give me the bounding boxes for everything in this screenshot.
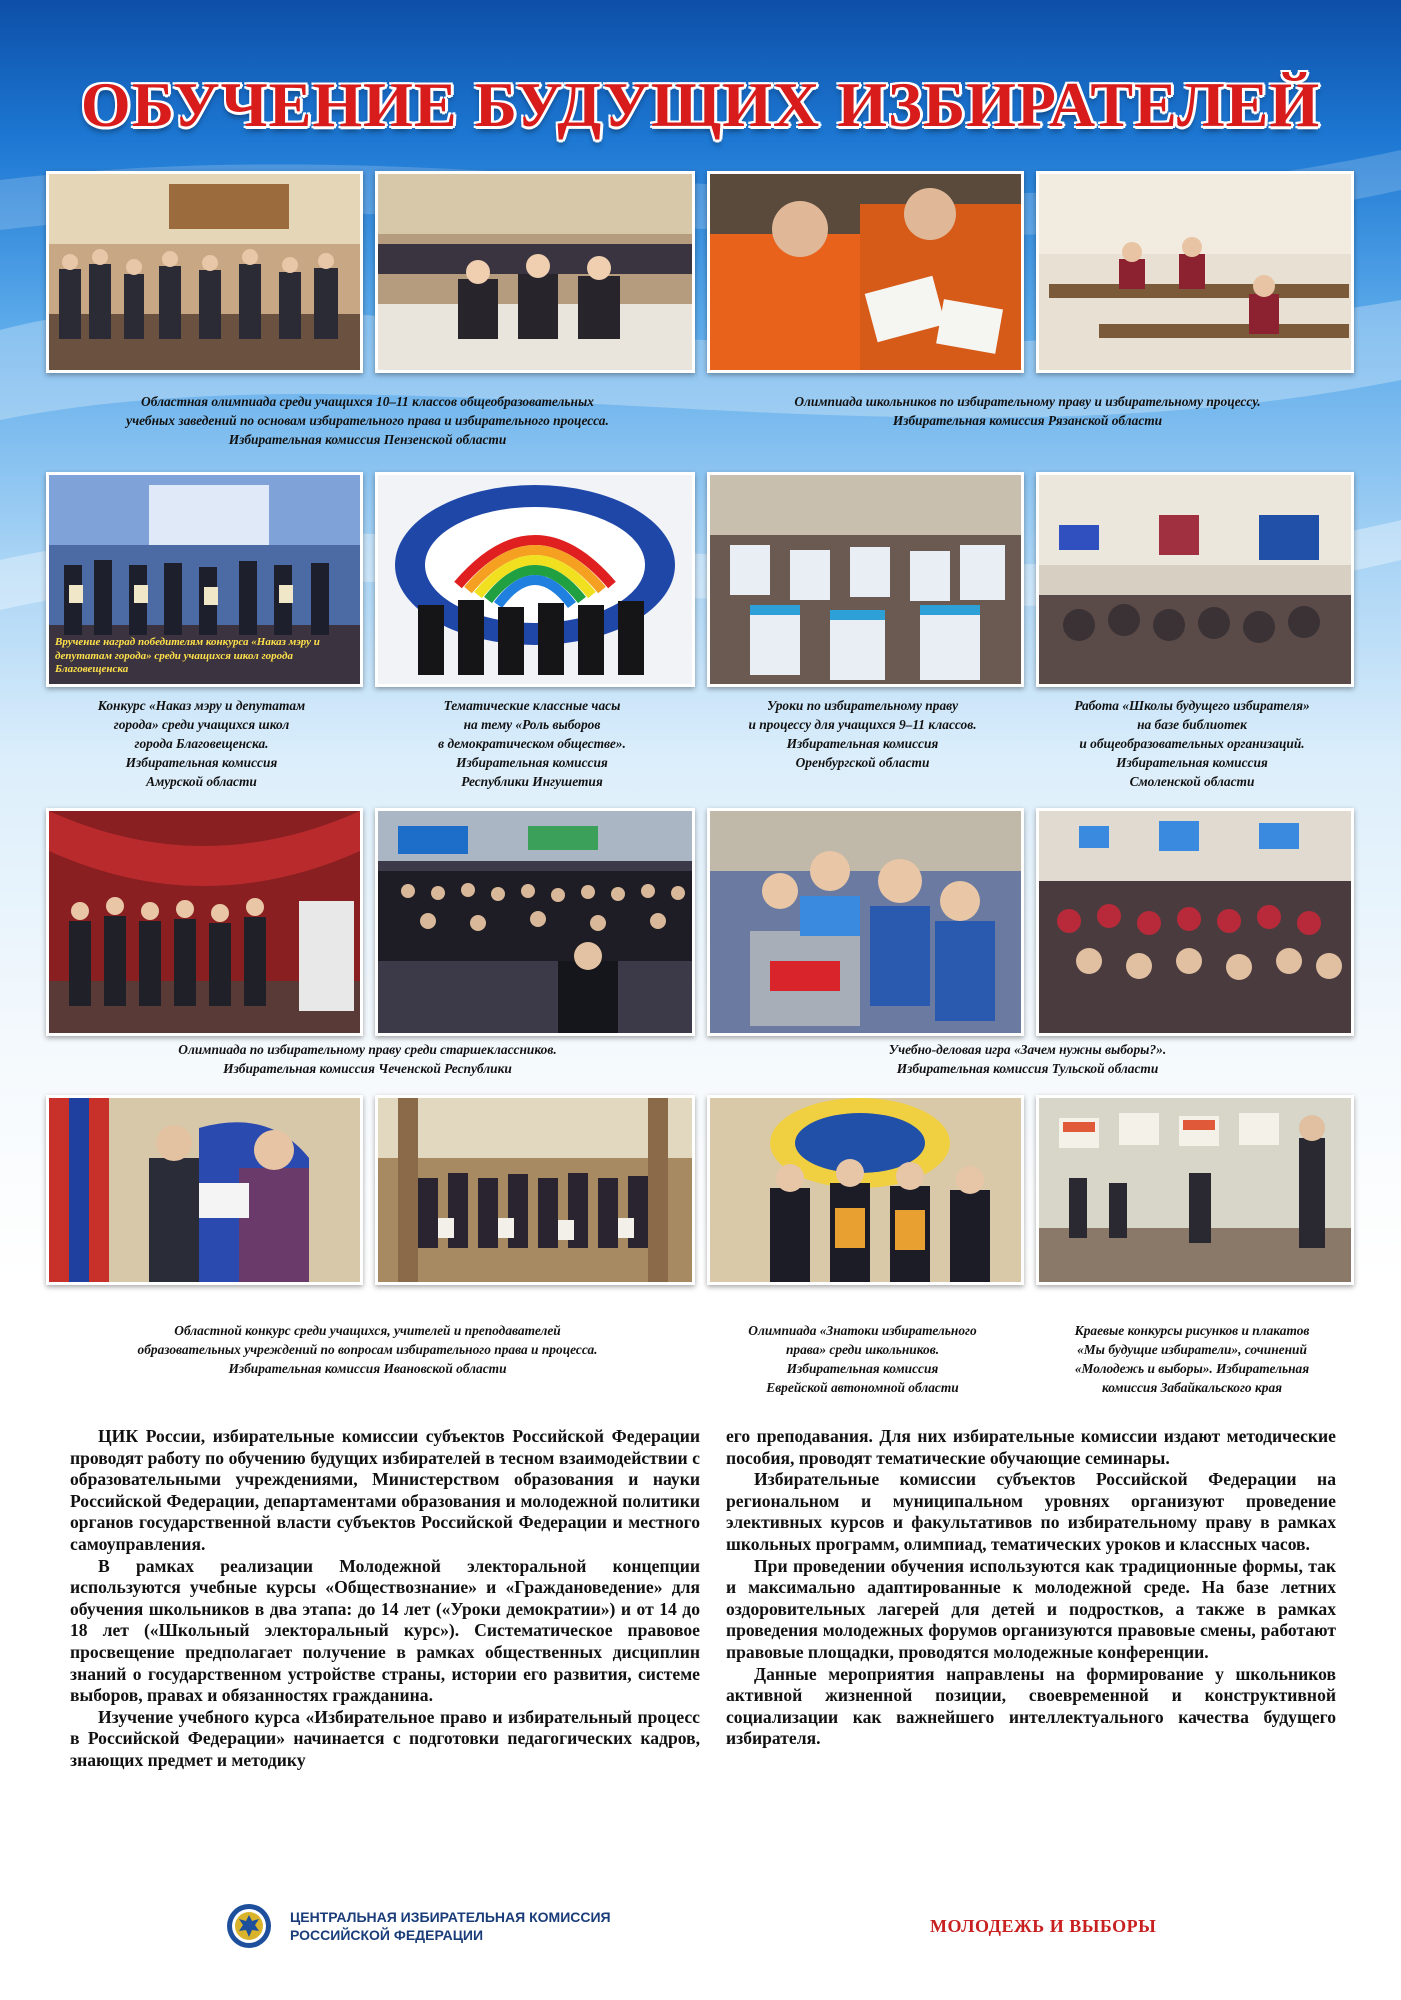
footer-tagline: МОЛОДЕЖЬ И ВЫБОРЫ	[930, 1916, 1157, 1936]
caption-smolensk: Работа «Школы будущего избирателя» на базе библиотек и общеобразовательных организаций. Избирательная комиссия Смоленской области	[1074, 698, 1310, 789]
photo-chechnya-olympiad-1	[46, 808, 363, 1036]
photo-chechnya-olympiad-2	[375, 808, 695, 1036]
caption-orenburg: Уроки по избирательному праву и процессу для учащихся 9–11 классов. Избирательная комиссия Оренбургской области	[748, 698, 977, 770]
photo-zabaykalsky-contests	[1036, 1095, 1354, 1285]
paragraph: В рамках реализации Молодежной электоральной концепции используются учебные курсы «Обществознание» и «Граждановедение» для обучения школьников в два этапа: до 14 лет («Уроки демократии») и от 14 до 18 лет («Школьный электоральный курс»). Систематическое правовое просвещение предполагает получение в рамках общественных дисциплин знаний о государственном устройстве страны, истории его развития, системе выборов, правах и обязанностях гражданина.	[70, 1555, 700, 1706]
photo-smolensk-school	[1036, 472, 1354, 687]
caption-zabaykalsky: Краевые конкурсы рисунков и плакатов «Мы будущие избиратели», сочинений «Молодежь и выборы». Избирательная комиссия Забайкальского края	[1074, 1323, 1310, 1395]
photo-amur-contest: Вручение наград победителям конкурса «Наказ мэру и депутатам города» среди учащихся школ города Благовещенска	[46, 472, 363, 687]
photo-ivanovo-contest-1	[46, 1095, 363, 1285]
caption-amur: Конкурс «Наказ мэру и депутатам города» среди учащихся школ города Благовещенска. Избирательная комиссия Амурской области	[97, 698, 306, 789]
photo-ingushetia-class-hours	[375, 472, 695, 687]
paragraph: ЦИК России, избирательные комиссии субъектов Российской Федерации проводят работу по обучению будущих избирателей в тесном взаимодействии с образовательными учреждениями, Министерством образования и науки Российской Федерации, департаментами образования и молодежной политики органов государственной власти субъектов Российской Федерации и местного самоуправления.	[70, 1426, 700, 1554]
caption-ingushetia: Тематические классные часы на тему «Роль выборов в демократическом обществе». Избирательная комиссия Республики Ингушетия	[438, 698, 626, 789]
paragraph: Данные мероприятия направлены на формирование у школьников активной жизненной позиции, своевременной и конструктивной социализации как важнейшего интеллектуального качества будущего избирателя.	[726, 1663, 1336, 1749]
photo-ryazan-olympiad-2	[1036, 171, 1354, 373]
text-column-right	[726, 1426, 1336, 1750]
caption-penza: Областная олимпиада среди учащихся 10–11 классов общеобразовательных учебных заведений по основам избирательного права и избирательного процесса. Избирательная комиссия Пензенской области	[126, 394, 609, 447]
paragraph: Избирательные комиссии субъектов Российской Федерации на региональном и муниципальном уровнях организуют проведение элективных курсов и факультативов по избирательному праву в рамках школьных программ, олимпиад, тематических уроков и классных часов.	[726, 1469, 1336, 1554]
caption-chechnya: Олимпиада по избирательному праву среди старшеклассников. Избирательная комиссия Чеченской Республики	[178, 1042, 557, 1076]
photo-ryazan-olympiad-1	[707, 171, 1024, 373]
poster-title: ОБУЧЕНИЕ БУДУЩИХ ИЗБИРАТЕЛЕЙ	[80, 69, 1321, 140]
photo-tula-game-1	[707, 808, 1024, 1036]
photo-tula-game-2	[1036, 808, 1354, 1036]
text-column-left	[70, 1426, 700, 1772]
caption-ryazan: Олимпиада школьников по избирательному праву и избирательному процессу. Избирательная комиссия Рязанской области	[794, 394, 1261, 428]
paragraph: При проведении обучения используются как традиционные формы, так и максимально адаптированные к молодежной среде. На базе летних оздоровительных лагерей для детей и подростков, а также в рамках проведения молодежных форумов организуются правовые смены, работают правовые площадки, проводятся молодежные конференции.	[726, 1555, 1336, 1662]
organization-name: ЦЕНТРАЛЬНАЯ ИЗБИРАТЕЛЬНАЯ КОМИССИЯ РОССИЙСКОЙ ФЕДЕРАЦИИ	[290, 1909, 611, 1943]
caption-ivanovo: Областной конкурс среди учащихся, учителей и преподавателей образовательных учреждений по вопросам избирательного права и процесса. Избирательная комиссия Ивановской области	[137, 1323, 598, 1376]
photo-penza-olympiad-2	[375, 171, 695, 373]
caption-jewish-ao: Олимпиада «Знатоки избирательного права» среди школьников. Избирательная комиссия Еврейской автономной области	[748, 1323, 977, 1395]
cec-emblem-icon	[226, 1903, 272, 1949]
photo-orenburg-lessons	[707, 472, 1024, 687]
photo-ivanovo-contest-2	[375, 1095, 695, 1285]
paragraph: Изучение учебного курса «Избирательное право и избирательный процесс в Российской Федерации» начинается с подготовки педагогических кадров, знающих предмет и методику	[70, 1706, 700, 1770]
caption-tula: Учебно-деловая игра «Зачем нужны выборы?». Избирательная комиссия Тульской области	[888, 1042, 1167, 1076]
paragraph: его преподавания. Для них избирательные комиссии издают методические пособия, проводят тематические обучающие семинары.	[726, 1426, 1336, 1468]
photo-penza-olympiad-1	[46, 171, 363, 373]
photo-jewish-ao-olympiad	[707, 1095, 1024, 1285]
